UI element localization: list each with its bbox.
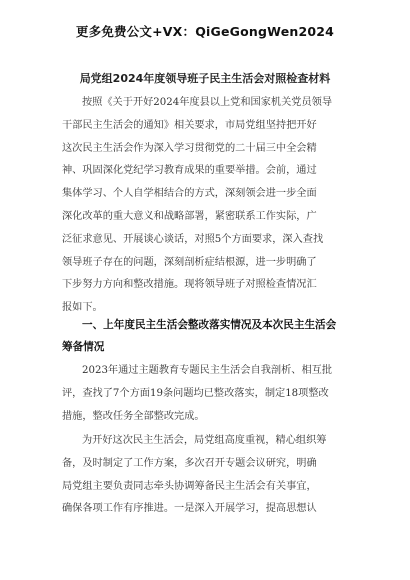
section-heading	[62, 314, 362, 358]
promo-banner: 更多免费公文+VX：QiGeGongWen2024	[75, 24, 335, 39]
text-line: 备，及时制定了工作方案，多次召开专题会议研究，明确	[62, 457, 317, 469]
paragraph-preparation	[62, 430, 362, 521]
document-title: 局党组2024年度领导班子民主生活会对照检查材料	[79, 72, 331, 85]
paragraph-intro	[62, 92, 362, 320]
heading-line: 筹备情况	[62, 341, 105, 353]
text-line: 领导班子存在的问题，深刻剖析症结根源，进一步明确了	[62, 256, 317, 268]
text-line: 这次民主生活会作为深入学习贯彻党的二十届三中全会精	[62, 142, 317, 154]
text-line: 深化改革的重大意义和战略部署，紧密联系工作实际，广	[62, 210, 317, 222]
text-line: 神、巩固深化党纪学习教育成果的重要举措。会前，通过	[62, 165, 317, 177]
text-line: 措施，整改任务全部整改完成。	[62, 410, 205, 422]
text-line: 集体学习、个人自学相结合的方式，深刻领会进一步全面	[62, 188, 317, 200]
paragraph-last-year	[62, 360, 362, 428]
text-line: 局党组主要负责同志牵头协调筹备民主生活会有关事宜，	[62, 480, 317, 492]
text-line: 为开好这次民主生活会，局党组高度重视，精心组织筹	[82, 435, 327, 446]
heading-line: 一、上年度民主生活会整改落实情况及本次民主生活会	[82, 319, 337, 331]
text-line: 确保各项工作有序推进。一是深入开展学习，提高思想认	[62, 503, 317, 515]
text-line: 干部民主生活会的通知》相关要求，市局党组坚持把开好	[62, 119, 317, 131]
text-line: 评，查找了7个方面19条问题均已整改落实，制定18项整改	[62, 387, 329, 399]
text-line: 按照《关于开好2024年度县以上党和国家机关党员领导	[82, 97, 333, 108]
text-line: 报如下。	[62, 302, 103, 314]
text-line: 泛征求意见、开展谈心谈话，对照5个方面要求，深入查找	[62, 233, 324, 245]
text-line: 下步努力方向和整改措施。现将领导班子对照检查情况汇	[62, 279, 317, 291]
text-line: 2023年通过主题教育专题民主生活会自我剖析、相互批	[82, 365, 333, 376]
